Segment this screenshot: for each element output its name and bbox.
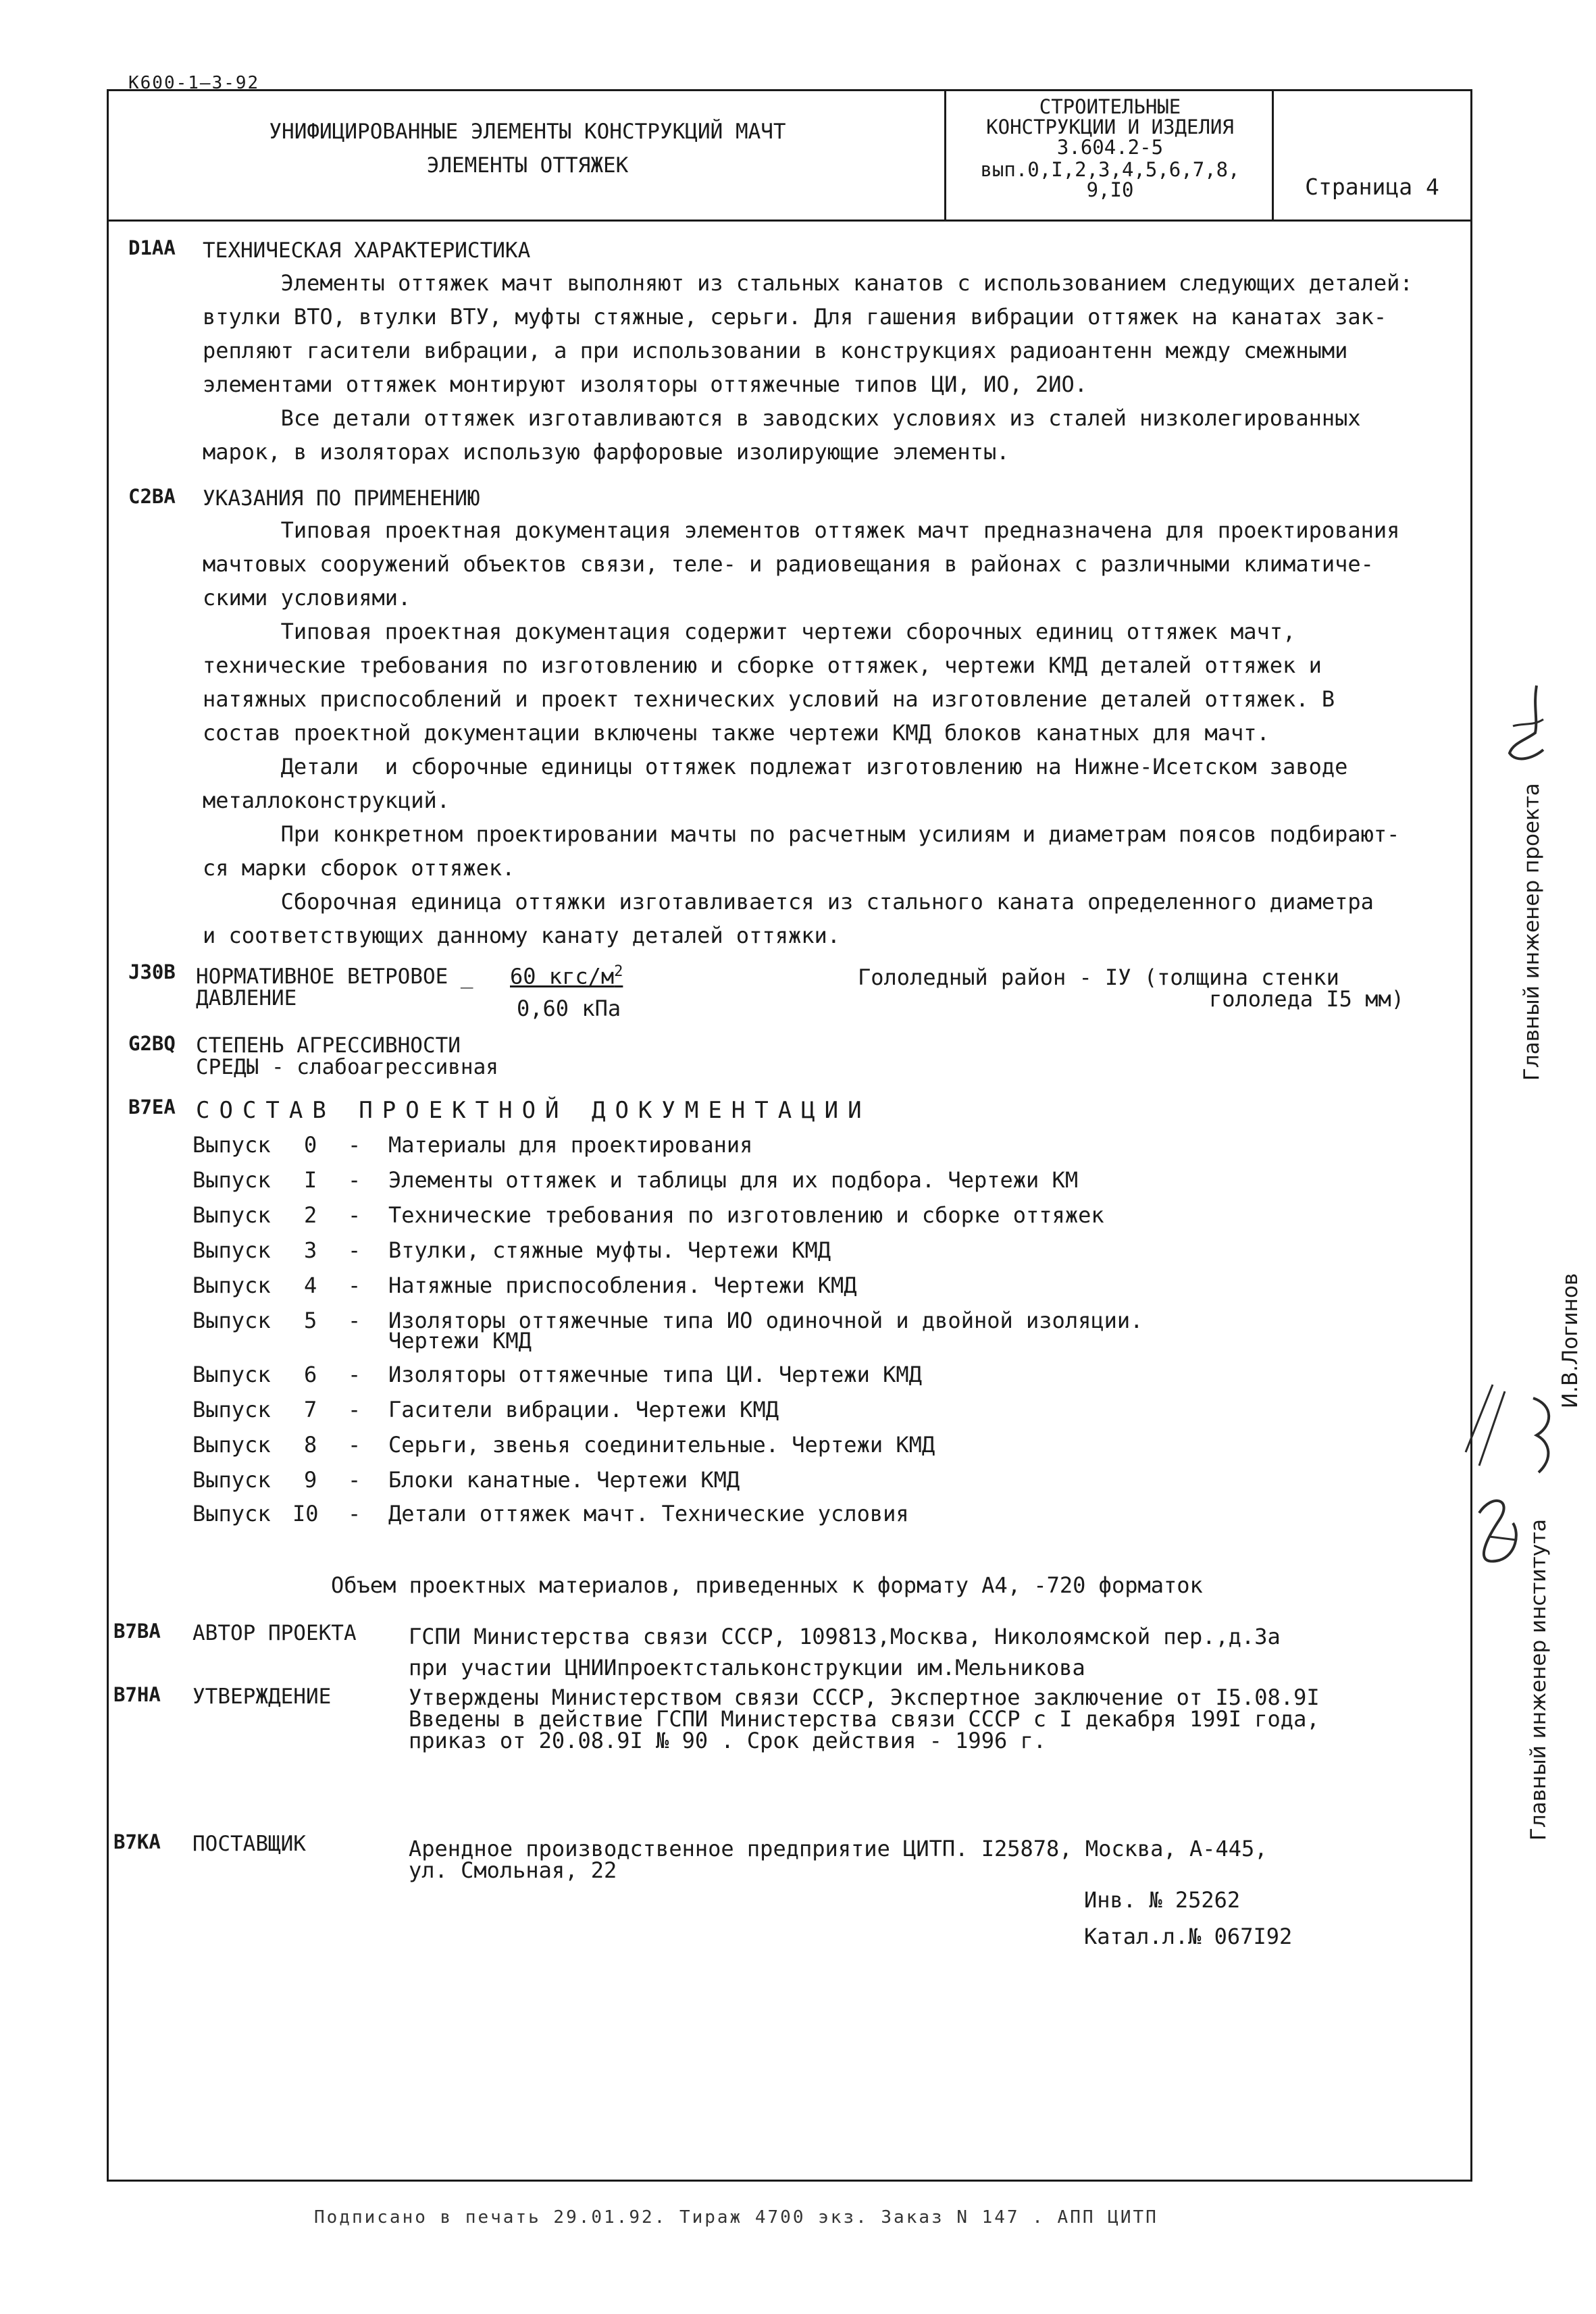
author-label: АВТОР ПРОЕКТА xyxy=(192,1621,357,1645)
issue-dash: - xyxy=(348,1132,361,1158)
issue-label: Выпуск xyxy=(192,1397,271,1422)
issue-title: Элементы оттяжек и таблицы для их подбора. Чертежи КМ xyxy=(388,1167,1079,1193)
issue-title: Гасители вибрации. Чертежи КМД xyxy=(388,1397,779,1422)
author-line-1: ГСПИ Министерства связи СССР, 109813,Москва, Николоямской пер.,д.3а xyxy=(409,1624,1281,1649)
issue-number: 4 xyxy=(304,1272,317,1298)
wind-value: 60 кгс/м xyxy=(510,963,615,989)
issue-title: Детали оттяжек мачт. Технические условия xyxy=(388,1501,909,1526)
aggr-code: G2BQ xyxy=(128,1032,176,1055)
title-block xyxy=(107,89,1472,222)
issue-dash: - xyxy=(348,1467,361,1493)
text-line: технические требования по изготовлению и сборке оттяжек, чертежи КМД деталей оттяжек и xyxy=(203,652,1322,678)
wind-label: НОРМАТИВНОЕ ВЕТРОВОЕ _ xyxy=(196,965,473,989)
issue-number: 5 xyxy=(304,1308,317,1333)
tech-paragraph xyxy=(203,270,1413,465)
title-cell xyxy=(109,91,946,220)
supplier-label: ПОСТАВЩИК xyxy=(192,1832,306,1856)
issue-number: 9 xyxy=(304,1467,317,1493)
issue-dash: - xyxy=(348,1237,361,1263)
text-line: При конкретном проектировании мачты по расчетным усилиям и диаметрам поясов подбирают- xyxy=(203,821,1400,847)
usage-heading: УКАЗАНИЯ ПО ПРИМЕНЕНИЮ xyxy=(203,486,480,511)
series-cell xyxy=(946,91,1274,220)
series-line-2: КОНСТРУКЦИИ И ИЗДЕЛИЯ xyxy=(986,115,1234,138)
issue-title: Технические требования по изготовлению и сборке оттяжек xyxy=(388,1202,1104,1228)
issue-dash: - xyxy=(348,1202,361,1228)
usage-paragraph xyxy=(203,517,1400,948)
text-line: металлоконструкций. xyxy=(203,788,451,813)
page-cell xyxy=(1274,91,1470,220)
aggr-line-2: СРЕДЫ - слабоагрессивная xyxy=(196,1055,498,1079)
volume-note: Объем проектных материалов, приведенных к формату А4, -720 форматок xyxy=(331,1572,1203,1598)
issue-label: Выпуск xyxy=(192,1237,271,1263)
issue-dash: - xyxy=(348,1432,361,1458)
issue-label: Выпуск xyxy=(192,1467,271,1493)
issue-number: I xyxy=(304,1167,317,1193)
chief-engineer-institute: Главный инженер института xyxy=(1526,1518,1551,1841)
text-line: Детали и сборочные единицы оттяжек подлежат изготовлению на Нижне-Исетском заводе xyxy=(203,754,1348,779)
issue-title: Натяжные приспособления. Чертежи КМД xyxy=(388,1272,857,1298)
approval-code: B7HA xyxy=(113,1683,161,1706)
wind-unit-exponent: 2 xyxy=(614,963,623,980)
issue-dash: - xyxy=(348,1167,361,1193)
issue-number: 3 xyxy=(304,1237,317,1263)
issue-dash: - xyxy=(348,1308,361,1333)
issue-dash: - xyxy=(348,1501,361,1526)
text-line: Сборочная единица оттяжки изготавливается из стального каната определенного диаметра xyxy=(203,889,1374,915)
issue-number: 6 xyxy=(304,1362,317,1387)
issue-number: 8 xyxy=(304,1432,317,1458)
text-line: скими условиями. xyxy=(203,585,411,611)
signature-project xyxy=(1496,679,1557,773)
text-line: Все детали оттяжек изготавливаются в заводских условиях из сталей низколегированных xyxy=(203,405,1361,431)
issue-title: Материалы для проектирования xyxy=(388,1132,753,1158)
series-issues: вып.0,I,2,3,4,5,6,7,8, xyxy=(980,158,1240,181)
chief-engineer-project: Главный инженер проекта xyxy=(1520,783,1544,1081)
issue-label: Выпуск xyxy=(192,1362,271,1387)
signature-institute xyxy=(1452,1378,1574,1580)
issue-title: Блоки канатные. Чертежи КМД xyxy=(388,1467,740,1493)
text-line: репляют гасители вибрации, а при использовании в конструкциях радиоантенн между смежными xyxy=(203,338,1348,363)
approval-line-2: Введены в действие ГСПИ Министерства связи СССР с I декабря 199I года, xyxy=(409,1706,1320,1732)
signatory-name: И.В.Логинов xyxy=(1558,1272,1582,1409)
ice-thickness: гололеда I5 мм) xyxy=(1209,986,1404,1012)
issue-number: 0 xyxy=(304,1132,317,1158)
issue-label: Выпуск xyxy=(192,1308,271,1333)
supplier-line-2: ул. Смольная, 22 xyxy=(409,1857,617,1883)
title-line-1: УНИФИЦИРОВАННЫЕ ЭЛЕМЕНТЫ КОНСТРУКЦИЙ МАЧТ xyxy=(269,120,786,144)
composition-heading: СОСТАВ ПРОЕКТНОЙ ДОКУМЕНТАЦИИ xyxy=(196,1097,871,1124)
issue-title: Втулки, стяжные муфты. Чертежи КМД xyxy=(388,1237,831,1263)
issue-title-cont: Чертежи КМД xyxy=(388,1328,532,1354)
series-line-1: СТРОИТЕЛЬНЫЕ xyxy=(1039,95,1181,118)
text-line: состав проектной документации включены также чертежи КМД блоков канатных для мачт. xyxy=(203,720,1270,746)
tech-heading: ТЕХНИЧЕСКАЯ ХАРАКТЕРИСТИКА xyxy=(203,238,531,263)
issue-label: Выпуск xyxy=(192,1432,271,1458)
print-footer: Подписано в печать 29.01.92. Тираж 4700 экз. Заказ N 147 . АПП ЦИТП xyxy=(314,2207,1158,2228)
wind-code: J30B xyxy=(128,960,176,983)
text-line: ся марки сборок оттяжек. xyxy=(203,855,515,881)
usage-code: C2BA xyxy=(128,485,176,508)
tech-code: D1AA xyxy=(128,236,176,259)
issue-label: Выпуск xyxy=(192,1167,271,1193)
issue-number: 2 xyxy=(304,1202,317,1228)
aggr-line-1: СТЕПЕНЬ АГРЕССИВНОСТИ xyxy=(196,1033,461,1058)
wind-value-kpa: 0,60 кПа xyxy=(517,996,621,1021)
issue-number: 7 xyxy=(304,1397,317,1422)
approval-line-1: Утверждены Министерством связи СССР, Экспертное заключение от I5.08.9I xyxy=(409,1685,1320,1710)
author-code: B7BA xyxy=(113,1620,161,1643)
text-line: и соответствующих данному канату деталей оттяжки. xyxy=(203,923,841,948)
text-line: натяжных приспособлений и проект технических условий на изготовление деталей оттяжек. В xyxy=(203,686,1335,712)
approval-label: УТВЕРЖДЕНИЕ xyxy=(192,1685,332,1709)
text-line: Типовая проектная документация содержит чертежи сборочных единиц оттяжек мачт, xyxy=(203,619,1296,644)
composition-code: B7EA xyxy=(128,1096,176,1119)
issue-label: Выпуск xyxy=(192,1501,271,1526)
series-number: 3.604.2-5 xyxy=(1056,136,1164,159)
wind-label-2: ДАВЛЕНИЕ xyxy=(196,986,297,1010)
text-line: втулки ВТО, втулки ВТУ, муфты стяжные, серьги. Для гашения вибрации оттяжек на канатах зак- xyxy=(203,304,1387,330)
issue-dash: - xyxy=(348,1397,361,1422)
text-line: мачтовых сооружений объектов связи, теле- и радиовещания в районах с различными климатиче- xyxy=(203,551,1374,577)
approval-line-3: приказ от 20.08.9I № 90 . Срок действия - 1996 г. xyxy=(409,1728,1047,1753)
issue-title: Изоляторы оттяжечные типа ИО одиночной и двойной изоляции. xyxy=(388,1308,1143,1333)
issue-dash: - xyxy=(348,1362,361,1387)
document-code: К600-1—3-92 xyxy=(128,73,260,93)
text-line: марок, в изоляторах использую фарфоровые изолирующие элементы. xyxy=(203,439,1010,465)
issue-label: Выпуск xyxy=(192,1202,271,1228)
page-number: Страница 4 xyxy=(1305,174,1439,200)
issue-number: I0 xyxy=(292,1501,319,1526)
catalog-number: Катал.л.№ 067I92 xyxy=(1084,1924,1293,1949)
author-line-2: при участии ЦНИИпроектстальконструкции им.Мельникова xyxy=(409,1655,1085,1680)
ice-region: Гололедный район - IУ (толщина стенки xyxy=(858,965,1339,990)
issue-label: Выпуск xyxy=(192,1272,271,1298)
inventory-number: Инв. № 25262 xyxy=(1084,1887,1241,1913)
issue-title: Изоляторы оттяжечные типа ЦИ. Чертежи КМД xyxy=(388,1362,922,1387)
text-line: Типовая проектная документация элементов оттяжек мачт предназначена для проектирования xyxy=(203,517,1400,543)
issue-dash: - xyxy=(348,1272,361,1298)
title-line-2: ЭЛЕМЕНТЫ ОТТЯЖЕК xyxy=(426,153,629,178)
issue-label: Выпуск xyxy=(192,1132,271,1158)
series-issues-cont: 9,I0 xyxy=(1086,178,1134,201)
issue-title: Серьги, звенья соединительные. Чертежи КМД xyxy=(388,1432,935,1458)
supplier-line-1: Арендное производственное предприятие ЦИТП. I25878, Москва, А-445, xyxy=(409,1836,1268,1861)
text-line: элементами оттяжек монтируют изоляторы оттяжечные типов ЦИ, ИО, 2ИО. xyxy=(203,371,1088,397)
text-line: Элементы оттяжек мачт выполняют из стальных канатов с использованием следующих деталей: xyxy=(203,270,1413,296)
wind-value-kgs xyxy=(510,963,623,989)
supplier-code: B7KA xyxy=(113,1830,161,1853)
